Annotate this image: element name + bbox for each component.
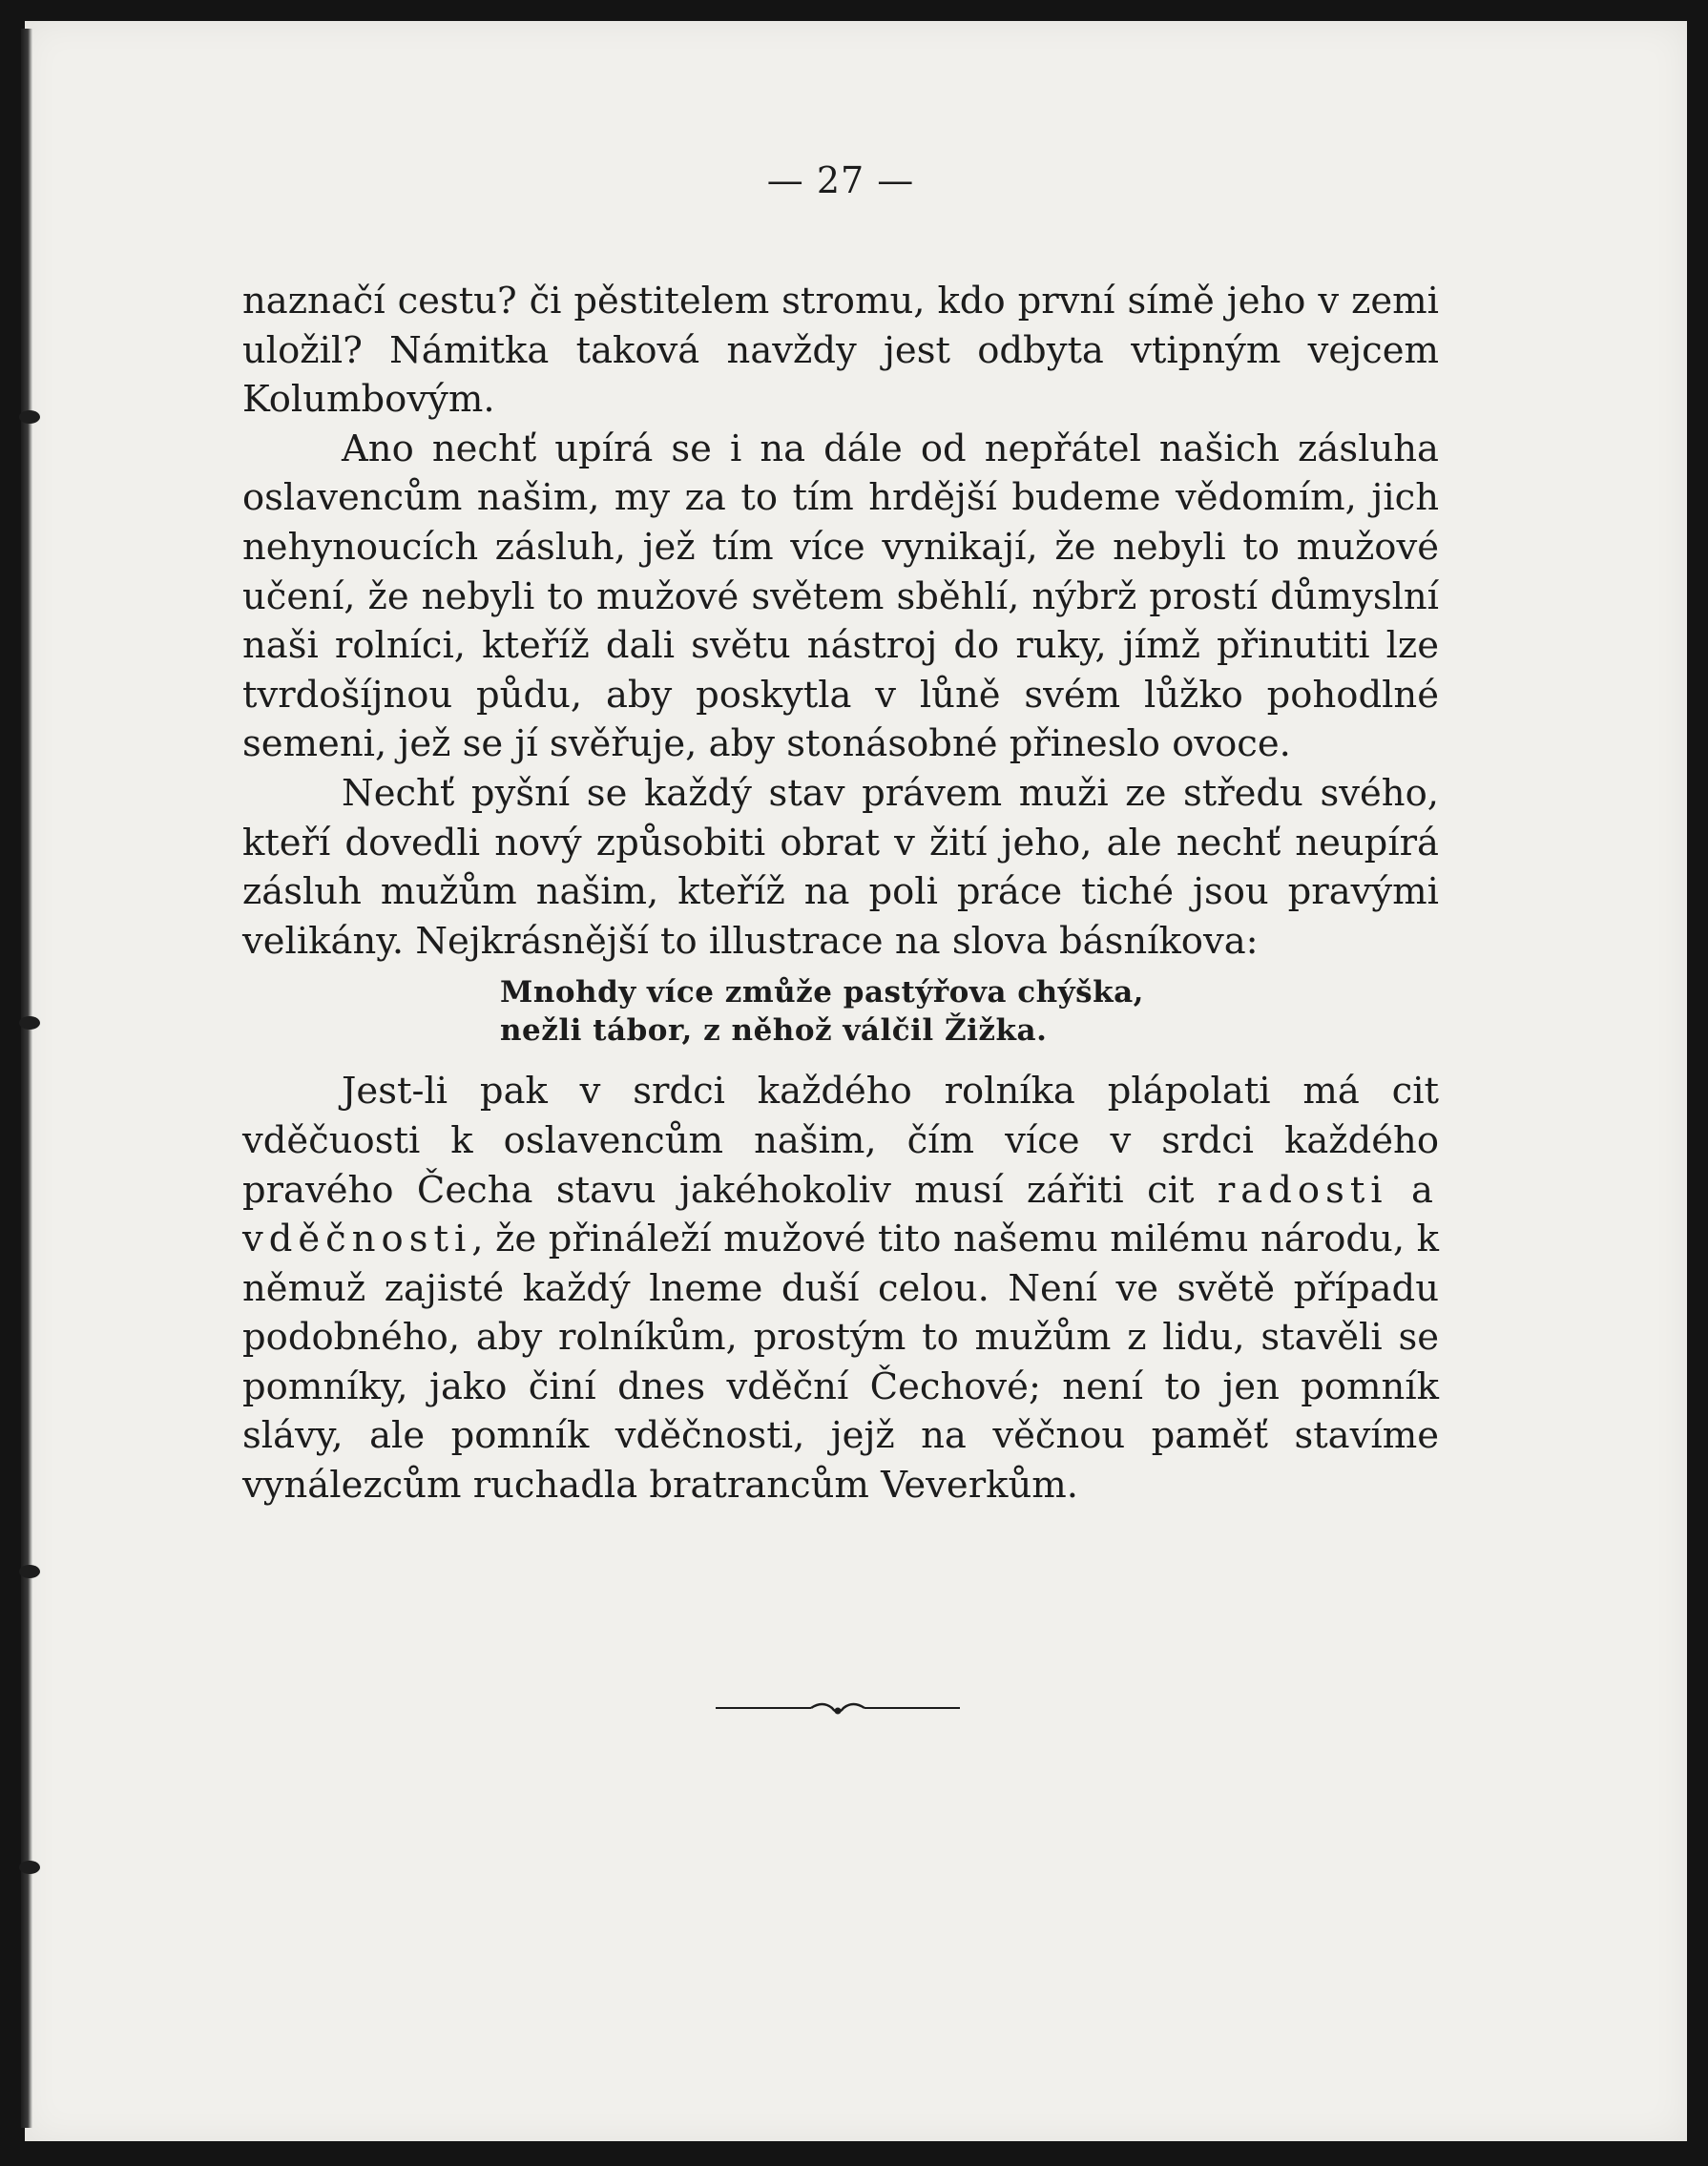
binding-mark xyxy=(19,410,40,424)
page-number: — 27 — xyxy=(766,159,915,201)
paragraph-3: Nechť pyšní se každý stav právem muži ze středu svého, kteří dovedli nový způsobiti obrat v žití jeho, ale nechť neupírá zásluh mužům našim, kteříž na poli práce tiché jsou pravými velikány. Nejkrásnější to illustrace na slova básníkova: xyxy=(242,771,1439,963)
paragraph-1: naznačí cestu? či pěstitelem stromu, kdo první símě jeho v zemi uložil? Námitka taková navždy jest odbyta vtipným vejcem Kolumbovým. xyxy=(242,280,1439,422)
paragraph-4 xyxy=(242,1067,1439,1510)
binding-mark xyxy=(19,1565,40,1578)
binding-mark xyxy=(19,1861,40,1874)
emphasis-vdecnosti: vděčnosti xyxy=(242,1218,472,1261)
binding-edge xyxy=(21,29,32,2128)
paragraph-4-part-1: Jest-li pak v srdci každého rolníka plápolati má cit vděčuosti k oslavencům našim, čím více v srdci každého pravého Čecha stavu jakéhokoliv musí zářiti cit xyxy=(242,1070,1439,1212)
paragraph-4-conjunction: a xyxy=(1411,1168,1439,1212)
end-ornament xyxy=(716,1697,960,1719)
page-text xyxy=(242,153,1439,1510)
binding-mark xyxy=(19,1016,40,1030)
paragraph-2: Ano nechť upírá se i na dále od nepřátel našich zásluha oslavencům našim, my za to tím hrdější budeme vědomím, jich nehynoucích zásluh, jež tím více vynikají, že nebyli to mužové učení, že nebyli to mužové světem sběhlí, nýbrž prostí důmyslní naši rolníci, kteříž dali světu nástroj do ruky, jímž přinutiti lze tvrdošíjnou půdu, aby poskytla v lůně svém lůžko pohodlné semeni, jež se jí svěřuje, aby stonásobné přineslo ovoce. xyxy=(242,427,1439,766)
verse-quote xyxy=(500,973,1439,1050)
emphasis-radosti: radosti xyxy=(1217,1168,1388,1212)
verse-line-1: Mnohdy více zmůže pastýřova chýška, xyxy=(500,975,1144,1010)
paragraph-4-part-2: , že přináleží mužové tito našemu milému národu, k němuž zajisté každý lneme duší celou. Není ve světě případu podobného, aby rolníkům, prostým to mužům z lidu, stavěli se pomníky, jako činí dnes vděční Čechové; není to jen pomník slávy, ale pomník vděčnosti, jejž na věčnou paměť stavíme vynálezcům ruchadla bratrancům Veverkům. xyxy=(242,1218,1439,1508)
verse-line-2: nežli tábor, z něhož válčil Žižka. xyxy=(500,1013,1048,1049)
